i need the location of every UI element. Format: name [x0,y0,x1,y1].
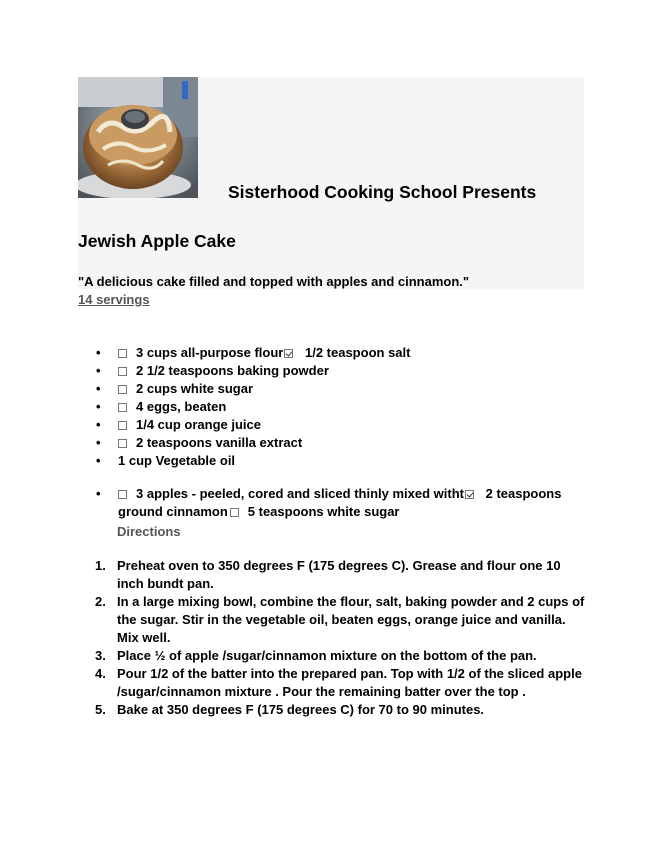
recipe-tagline: "A delicious cake filled and topped with apples and cinnamon." [78,274,470,289]
directions-list [95,557,585,719]
direction-step [95,665,585,701]
checkbox-icon[interactable] [118,385,127,394]
ingredient-text: 1/2 teaspoon salt [304,345,411,360]
list-item [94,344,564,362]
step-text: Place ½ of apple /sugar/cinnamon mixture on the bottom of the pan. [117,648,537,663]
step-number: 1. [95,558,106,573]
checkbox-icon[interactable] [230,508,239,517]
ingredient-text: 3 cups all-purpose flour [136,345,284,360]
ingredient-text: 2 1/2 teaspoons baking powder [136,363,329,378]
ingredient-text: 2 teaspoons vanilla extract [136,435,303,450]
list-item [94,452,564,470]
ingredient-text: 1/4 cup orange juice [136,417,261,432]
checkbox-icon[interactable] [118,439,127,448]
ingredient-list [94,344,564,521]
direction-step [95,557,585,593]
direction-step [95,647,585,665]
list-item [94,485,564,521]
checkbox-checked-icon[interactable] [465,490,474,499]
checkbox-checked-icon[interactable] [284,349,293,358]
ingredient-text: 3 apples - peeled, cored and sliced thinly mixed witht [136,486,464,501]
servings-link[interactable]: 14 servings [78,292,150,307]
list-item [94,380,564,398]
step-number: 3. [95,648,106,663]
list-item [94,362,564,380]
step-number: 5. [95,702,106,717]
direction-step [95,593,585,647]
step-text: Preheat oven to 350 degrees F (175 degrees C). Grease and flour one 10 inch bundt pan. [117,558,561,591]
ingredient-text: 1 cup Vegetable oil [118,453,236,468]
checkbox-icon[interactable] [118,490,127,499]
step-text: In a large mixing bowl, combine the flour, salt, baking powder and 2 cups of the sugar. Stir in the vegetable oil, beaten eggs, orange juice and vanilla. Mix well. [117,594,585,645]
step-number: 4. [95,666,106,681]
ingredient-text: 2 cups white sugar [136,381,254,396]
checkbox-icon[interactable] [118,367,127,376]
ingredient-text: 4 eggs, beaten [136,399,227,414]
step-number: 2. [95,594,106,609]
list-item [94,416,564,434]
step-text: Bake at 350 degrees F (175 degrees C) for 70 to 90 minutes. [117,702,485,717]
presenter-heading: Sisterhood Cooking School Presents [228,182,537,202]
recipe-title: Jewish Apple Cake [78,231,236,251]
checkbox-icon[interactable] [118,403,127,412]
list-item [94,398,564,416]
ingredient-text: 5 teaspoons white sugar [247,504,400,519]
checkbox-icon[interactable] [118,421,127,430]
list-item [94,434,564,452]
checkbox-icon[interactable] [118,349,127,358]
cake-photo [78,77,198,198]
ingredient-text: 2 teaspoons ground cinnamon [118,486,562,519]
direction-step [95,701,585,719]
step-text: Pour 1/2 of the batter into the prepared pan. Top with 1/2 of the sliced apple /sugar/cinnamon mixture . Pour the remaining batter over the top . [117,666,582,699]
directions-heading: Directions [117,524,181,539]
